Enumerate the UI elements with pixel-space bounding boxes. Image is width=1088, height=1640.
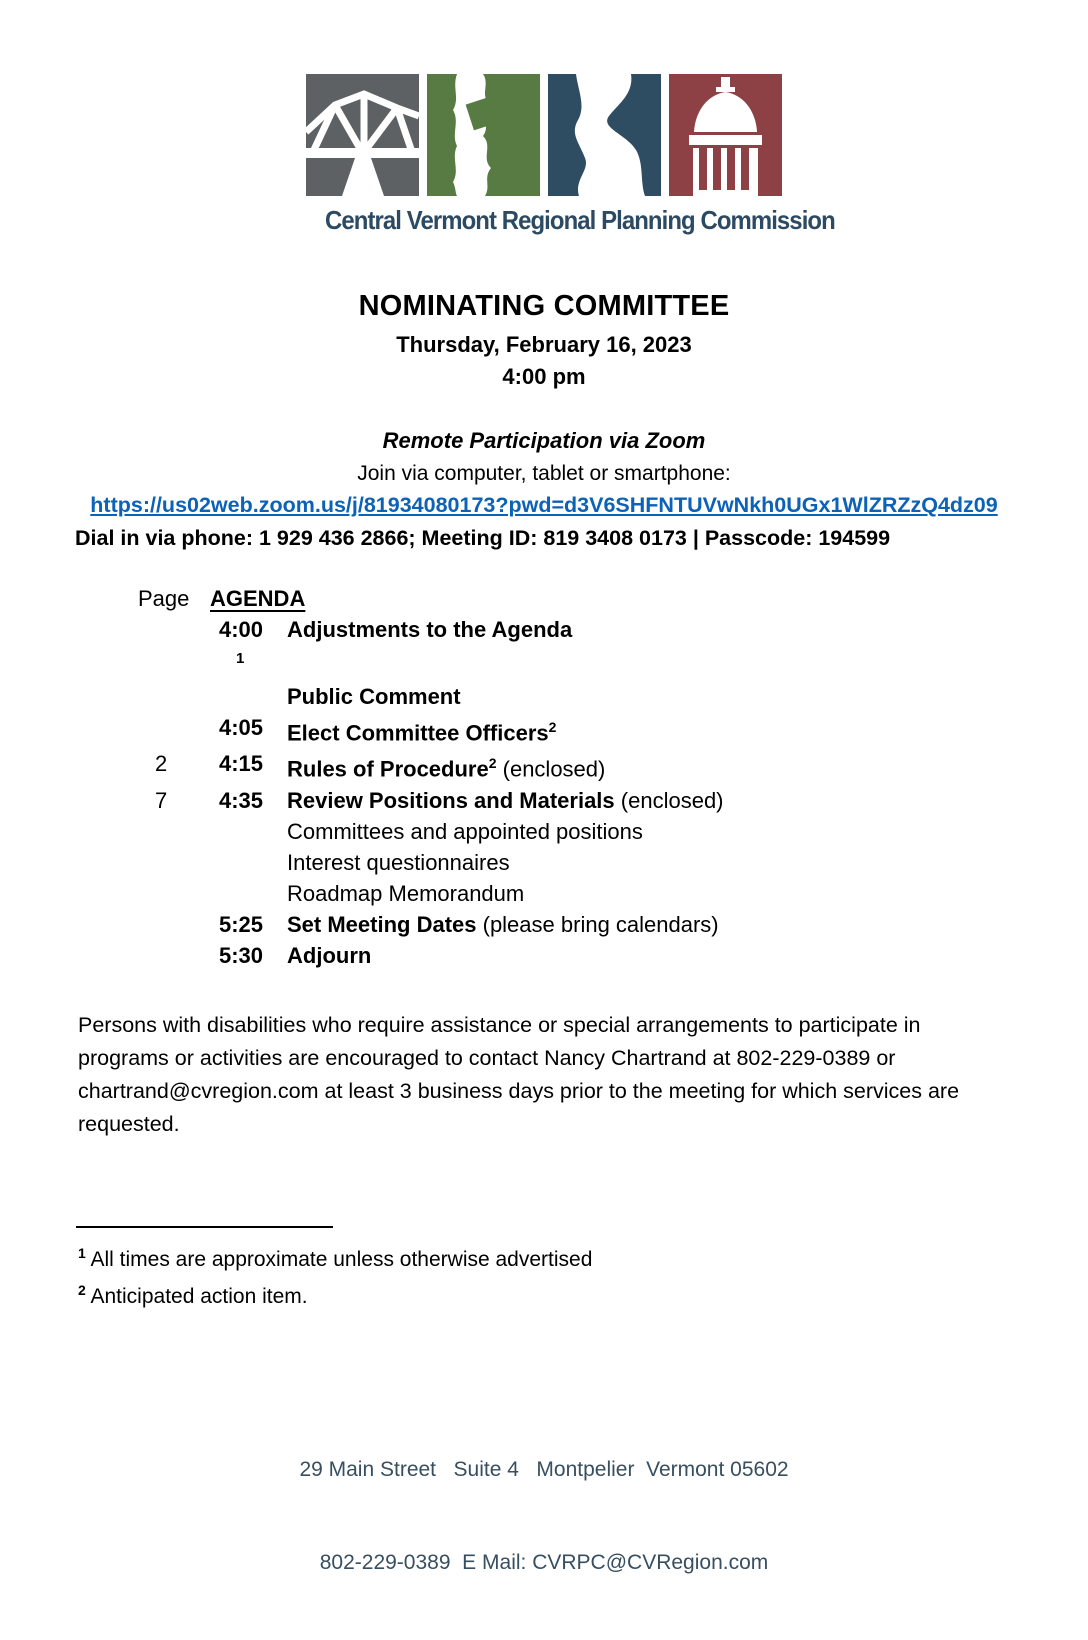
- agenda-document-page: [0, 74, 1088, 1574]
- footer-address: 29 Main Street Suite 4 Montpelier Vermont 05602: [299, 1458, 789, 1481]
- agenda-subitem-text: Committees and appointed positions: [287, 818, 643, 844]
- river-icon: [548, 74, 661, 196]
- page-column-header: Page: [138, 586, 190, 611]
- committee-title: NOMINATING COMMITTEE: [358, 290, 730, 322]
- agenda-header: AGENDA: [210, 586, 306, 611]
- logo-panel-strip: [306, 74, 782, 196]
- agenda-item-text: Elect Committee Officers$^2$: [287, 719, 557, 746]
- agenda-page-number: [138, 614, 219, 645]
- capitol-dome-icon: [669, 74, 782, 196]
- agenda-row: [138, 785, 1088, 816]
- agenda-footnote-marker-row: [138, 645, 1088, 670]
- agenda-subitem-row: [138, 847, 1088, 878]
- meeting-title-block: [0, 290, 1088, 390]
- agenda-item-text: Set Meeting Dates (please bring calendars): [287, 911, 719, 937]
- agenda-time: 5:30: [219, 942, 264, 968]
- agenda-subitem-row: [138, 816, 1088, 847]
- footnote-2: $^2$ Anticipated action item.: [78, 1281, 308, 1308]
- agenda-header-row: [138, 583, 1088, 614]
- agenda-row: [138, 614, 1088, 645]
- dial-in-info: Dial in via phone: 1 929 436 2866; Meeting ID: 819 3408 0173 | Passcode: 194599: [75, 526, 891, 550]
- agenda-subitem-text: Interest questionnaires: [287, 849, 510, 875]
- agenda-row: [138, 712, 1088, 748]
- meeting-date: Thursday, February 16, 2023: [396, 332, 692, 357]
- agenda-row: [138, 681, 1088, 712]
- agenda-page-number: 2: [155, 751, 168, 777]
- agenda-time: 4:05: [219, 715, 264, 740]
- remote-participation-section: [0, 428, 1088, 551]
- accessibility-note: Persons with disabilities who require assistance or special arrangements to participate in programs or activities are encouraged to contact Nancy Chartrand at 802-229-0389 or chartrand@cvregion.com at least 3 business days prior to the meeting for which services are requested.: [78, 1012, 960, 1136]
- meeting-time: 4:00 pm: [502, 364, 586, 389]
- agenda-row: [138, 748, 1088, 784]
- logo-wordmark: Central Vermont Regional Planning Commission: [325, 205, 835, 235]
- document-footer: [0, 1392, 1088, 1640]
- footnote-ref: 2: [488, 755, 497, 772]
- agenda-section: [138, 583, 1088, 971]
- footnote-marker-1: 1: [236, 650, 245, 667]
- footnote-2-marker: 2: [78, 1281, 86, 1298]
- footnote-1: $^1$ All times are approximate unless otherwise advertised: [78, 1244, 593, 1271]
- agenda-page-number: [138, 940, 219, 971]
- remote-heading: Remote Participation via Zoom: [382, 428, 706, 453]
- vermont-map-icon: [427, 74, 540, 196]
- agenda-item-text: Adjustments to the Agenda: [287, 617, 573, 642]
- agenda-time: 5:25: [219, 911, 264, 937]
- agenda-subitem-row: [138, 878, 1088, 909]
- agenda-time: 4:00: [219, 617, 264, 642]
- agenda-item-text: Rules of Procedure$^2$ (enclosed): [287, 755, 606, 782]
- zoom-meeting-link[interactable]: https://us02web.zoom.us/j/81934080173?pwd=d3V6SHFNTUVwNkh0UGx1WlZRZzQ4dz09: [90, 493, 998, 517]
- join-instruction: Join via computer, tablet or smartphone:: [357, 462, 731, 485]
- footer-contact: 802-229-0389 E Mail: CVRPC@CVRegion.com: [319, 1551, 769, 1574]
- footnote-ref: 2: [548, 719, 557, 735]
- agenda-time: 4:35: [219, 787, 264, 813]
- agenda-item-text: Adjourn: [287, 942, 372, 968]
- agenda-subitem-text: Roadmap Memorandum: [287, 880, 525, 906]
- footnote-separator: [76, 1226, 333, 1228]
- footnotes-section: [78, 1238, 1088, 1312]
- footnote-1-marker: 1: [78, 1244, 86, 1261]
- agenda-item-text: Review Positions and Materials (enclosed): [287, 787, 724, 813]
- bridge-icon: [306, 74, 419, 196]
- agenda-item-text: Public Comment: [287, 684, 461, 709]
- agenda-time: 4:15: [219, 751, 264, 777]
- cvrpc-logo: [306, 74, 835, 236]
- agenda-row: [138, 909, 1088, 940]
- agenda-row: [138, 940, 1088, 971]
- agenda-page-number: [138, 712, 219, 748]
- agenda-page-number: [138, 909, 219, 940]
- agenda-page-number: 7: [155, 787, 168, 813]
